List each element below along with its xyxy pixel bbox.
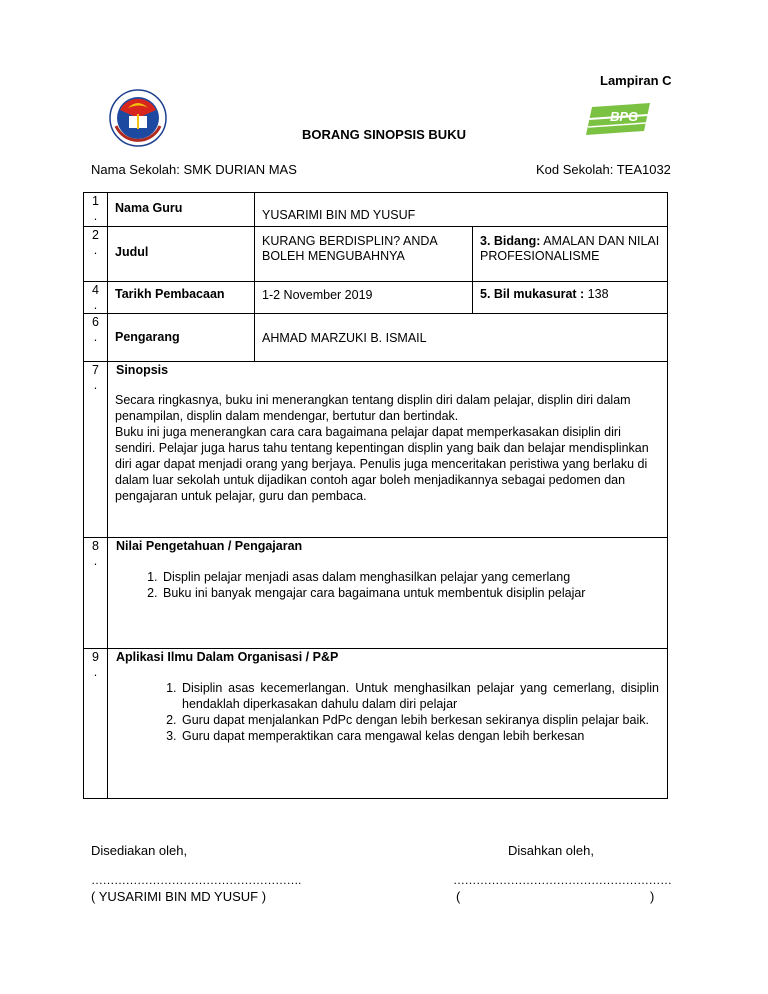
cell-sinopsis [108,362,668,538]
approver-name-close: ) [650,889,655,904]
value-bil-mukasurat: 138 [584,287,609,301]
signature-line-right: ………………………………………………… [453,873,672,887]
approved-by-label: Disahkan oleh, [508,843,594,858]
value-pengarang: AHMAD MARZUKI B. ISMAIL [255,314,668,362]
cell-aplikasi [108,649,668,799]
list-item: 1. Displin pelajar menjadi asas dalam menghasilkan pelajar yang cemerlang [161,569,661,585]
label-tarikh: Tarikh Pembacaan [108,282,255,314]
label-nilai: Nilai Pengetahuan / Pengajaran [116,539,303,553]
lampiran-label: Lampiran C [600,73,672,88]
list-item: 2. Guru dapat menjalankan PdPc dengan lebih berkesan sekiranya displin pelajar baik. [180,712,659,728]
list-item: 1. Disiplin asas kecemerlangan. Untuk menghasilkan pelajar yang cemerlang, disiplin hendaklah diperkasakan dahulu dalam diri pelajar [180,680,659,712]
label-bidang: 3. Bidang: [480,234,541,248]
row-nama-guru [84,193,668,227]
value-bidang: AMALAN DAN NILAI PROFESIONALISME [480,234,660,263]
synopsis-form-table [83,192,668,799]
row-sinopsis [84,362,668,538]
cell-nilai [108,538,668,649]
form-title: BORANG SINOPSIS BUKU [302,127,466,142]
row-nilai [84,538,668,649]
sinopsis-text: Secara ringkasnya, buku ini menerangkan tentang displin diri dalam pelajar, displin diri dalam penampilan, displin dalam mendengar, bertutur dan bertindak. Buku ini juga menerangkan cara cara bagaimana pelajar dapat memperkasakan disiplin diri sendiri. Pelajar juga harus tahu tentang kepentingan displin yang baik dan belajar mendisplinkan diri agar dapat menjadi orang yang berjaya. Penulis juga menceritakan peristiwa yang berlaku di dalam luar sekolah untuk dijadikan contoh agar boleh menjadikannya sebagai pedomen dan pengajaran untuk pelajar, guru dan pembaca. [115,393,649,503]
row-number: 2 . [84,227,108,282]
row-pengarang [84,314,668,362]
list-item: 3. Guru dapat memperaktikan cara mengawal kelas dengan lebih berkesan [180,728,659,744]
school-name: Nama Sekolah: SMK DURIAN MAS [91,162,297,177]
signature-line-left: ………………………………………………. [91,873,301,887]
label-nama-guru: Nama Guru [108,193,255,227]
school-code: Kod Sekolah: TEA1032 [536,162,671,177]
label-aplikasi: Aplikasi Ilmu Dalam Organisasi / P&P [116,650,339,664]
row-number: 6 . [84,314,108,362]
cell-bil-mukasurat [473,282,668,314]
approver-name-open: ( [456,889,461,904]
row-number: 9 . [84,649,108,799]
preparer-name: ( YUSARIMI BIN MD YUSUF ) [91,889,267,904]
row-number: 4 . [84,282,108,314]
prepared-by-label: Disediakan oleh, [91,843,188,858]
row-number: 1 . [84,193,108,227]
nilai-list [143,569,661,601]
aplikasi-list [162,680,661,744]
row-tarikh [84,282,668,314]
row-judul [84,227,668,282]
row-number: 7 . [84,362,108,538]
svg-text:BPG: BPG [610,109,639,124]
list-item: 2. Buku ini banyak mengajar cara bagaimana untuk membentuk disiplin pelajar [161,585,661,601]
row-aplikasi [84,649,668,799]
value-nama-guru: YUSARIMI BIN MD YUSUF [255,193,668,227]
label-bil-mukasurat: 5. Bil mukasurat : [480,287,585,301]
label-pengarang: Pengarang [108,314,255,362]
label-sinopsis: Sinopsis [116,363,169,377]
row-number: 8 . [84,538,108,649]
cell-bidang [473,227,668,282]
label-judul: Judul [108,227,255,282]
value-judul: KURANG BERDISPLIN? ANDA BOLEH MENGUBAHNYA [255,227,473,282]
value-tarikh: 1-2 November 2019 [255,282,473,314]
